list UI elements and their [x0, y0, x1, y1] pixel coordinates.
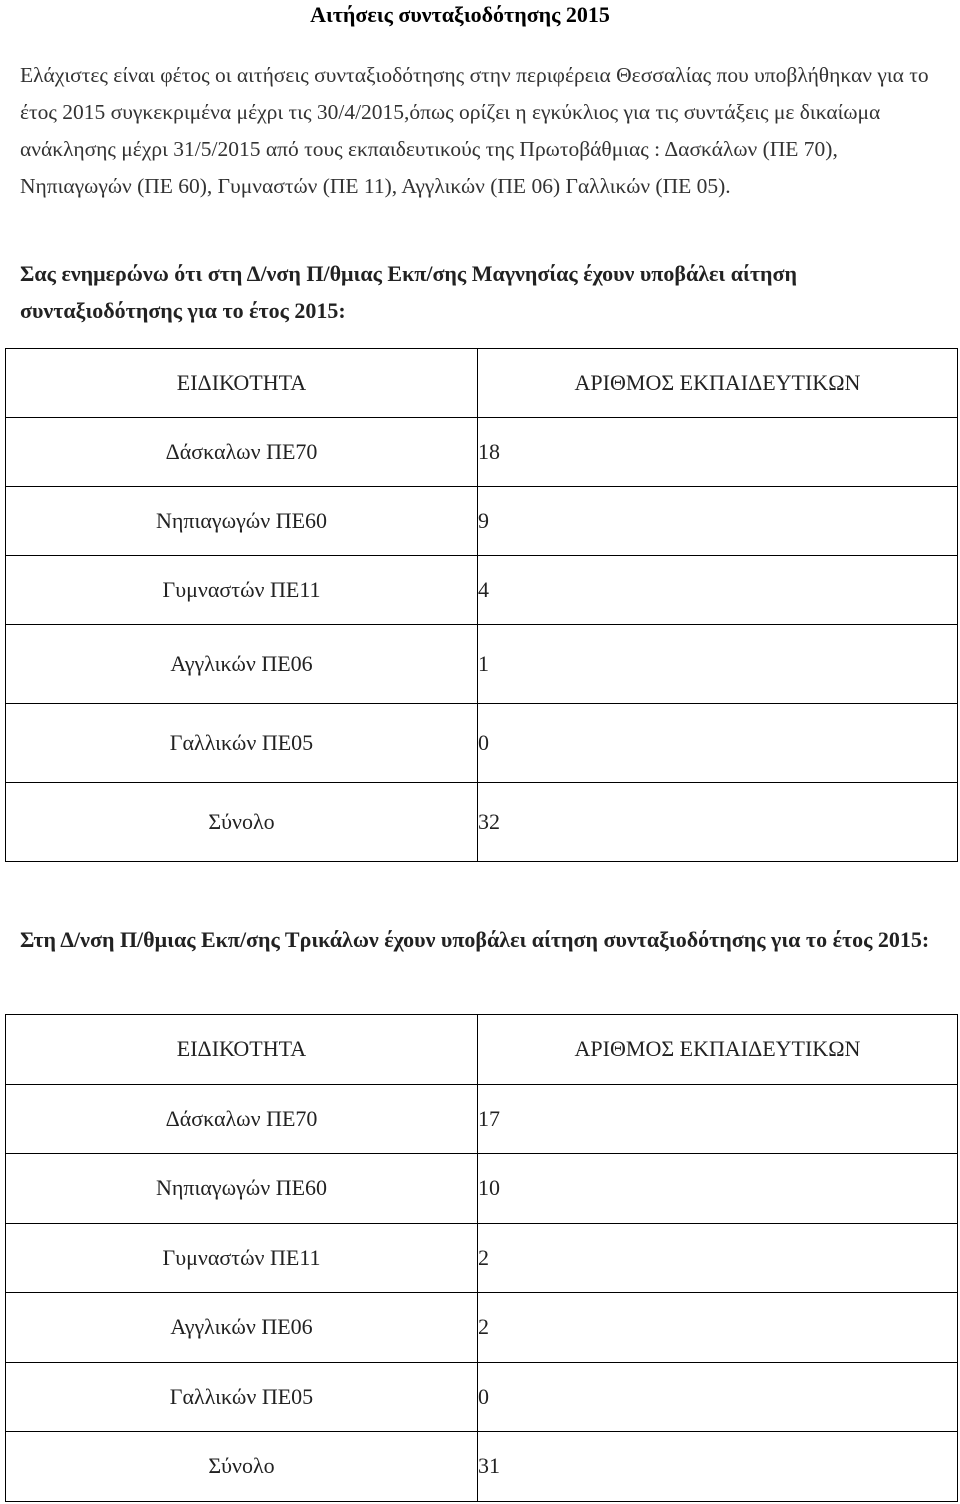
- count-cell: 2: [478, 1223, 958, 1293]
- table-row: [6, 1293, 958, 1363]
- table-row: [6, 704, 958, 783]
- specialty-cell: Σύνολο: [6, 1432, 478, 1502]
- count-cell: 1: [478, 625, 958, 704]
- specialty-cell: Νηπιαγωγών ΠΕ60: [6, 1154, 478, 1224]
- table-total-row: [6, 783, 958, 862]
- table-header-row: [6, 349, 958, 418]
- document-title: Αιτήσεις συνταξιοδότησης 2015: [310, 2, 610, 27]
- table-row: [6, 1223, 958, 1293]
- table-row: [6, 1084, 958, 1154]
- specialty-cell: Αγγλικών ΠΕ06: [6, 1293, 478, 1363]
- table-header-row: [6, 1015, 958, 1085]
- specialty-header: ΕΙΔΙΚΟΤΗΤΑ: [6, 349, 478, 418]
- count-cell: 17: [478, 1084, 958, 1154]
- specialty-cell: Νηπιαγωγών ΠΕ60: [6, 487, 478, 556]
- intro-paragraph: Ελάχιστες είναι φέτος οι αιτήσεις συνταξιοδότησης στην περιφέρεια Θεσσαλίας που υποβλήθηκαν για το έτος 2015 συγκεκριμένα μέχρι τις 30/4/2015,όπως ορίζει η εγκύκλιος για τις συντάξεις με δικαίωμα ανάκλησης μέχρι 31/5/2015 από τους εκπαιδευτικούς της Πρωτοβάθμιας : Δασκάλων (ΠΕ 70), Νηπιαγωγών (ΠΕ 60), Γυμναστών (ΠΕ 11), Αγγλικών (ΠΕ 06) Γαλλικών (ΠΕ 05).: [20, 63, 929, 198]
- count-cell: 0: [478, 1362, 958, 1432]
- specialty-cell: Αγγλικών ΠΕ06: [6, 625, 478, 704]
- count-cell: 2: [478, 1293, 958, 1363]
- specialty-cell: Γαλλικών ΠΕ05: [6, 704, 478, 783]
- specialty-header: ΕΙΔΙΚΟΤΗΤΑ: [6, 1015, 478, 1085]
- table-row: [6, 1154, 958, 1224]
- specialty-cell: Γυμναστών ΠΕ11: [6, 1223, 478, 1293]
- table-total-row: [6, 1432, 958, 1502]
- count-header: ΑΡΙΘΜΟΣ ΕΚΠΑΙΔΕΥΤΙΚΩΝ: [478, 1015, 958, 1085]
- count-cell: 4: [478, 556, 958, 625]
- table-row: [6, 556, 958, 625]
- table-row: [6, 625, 958, 704]
- count-cell: 32: [478, 783, 958, 862]
- count-header: ΑΡΙΘΜΟΣ ΕΚΠΑΙΔΕΥΤΙΚΩΝ: [478, 349, 958, 418]
- specialty-cell: Δάσκαλων ΠΕ70: [6, 1084, 478, 1154]
- table-row: [6, 487, 958, 556]
- specialty-cell: Γυμναστών ΠΕ11: [6, 556, 478, 625]
- specialty-cell: Δάσκαλων ΠΕ70: [6, 418, 478, 487]
- table-row: [6, 418, 958, 487]
- count-cell: 31: [478, 1432, 958, 1502]
- count-cell: 18: [478, 418, 958, 487]
- table-row: [6, 1362, 958, 1432]
- trikala-lead-paragraph: Στη Δ/νση Π/θμιας Εκπ/σης Τρικάλων έχουν υποβάλει αίτηση συνταξιοδότησης για το έτος 2015:: [20, 927, 930, 952]
- magnesia-lead-paragraph: Σας ενημερώνω ότι στη Δ/νση Π/θμιας Εκπ/σης Μαγνησίας έχουν υποβάλει αίτηση συνταξιοδότησης για το έτος 2015:: [20, 261, 797, 323]
- count-cell: 9: [478, 487, 958, 556]
- specialty-cell: Γαλλικών ΠΕ05: [6, 1362, 478, 1432]
- count-cell: 0: [478, 704, 958, 783]
- count-cell: 10: [478, 1154, 958, 1224]
- trikala-table: [5, 1014, 958, 1502]
- magnesia-table: [5, 348, 958, 862]
- specialty-cell: Σύνολο: [6, 783, 478, 862]
